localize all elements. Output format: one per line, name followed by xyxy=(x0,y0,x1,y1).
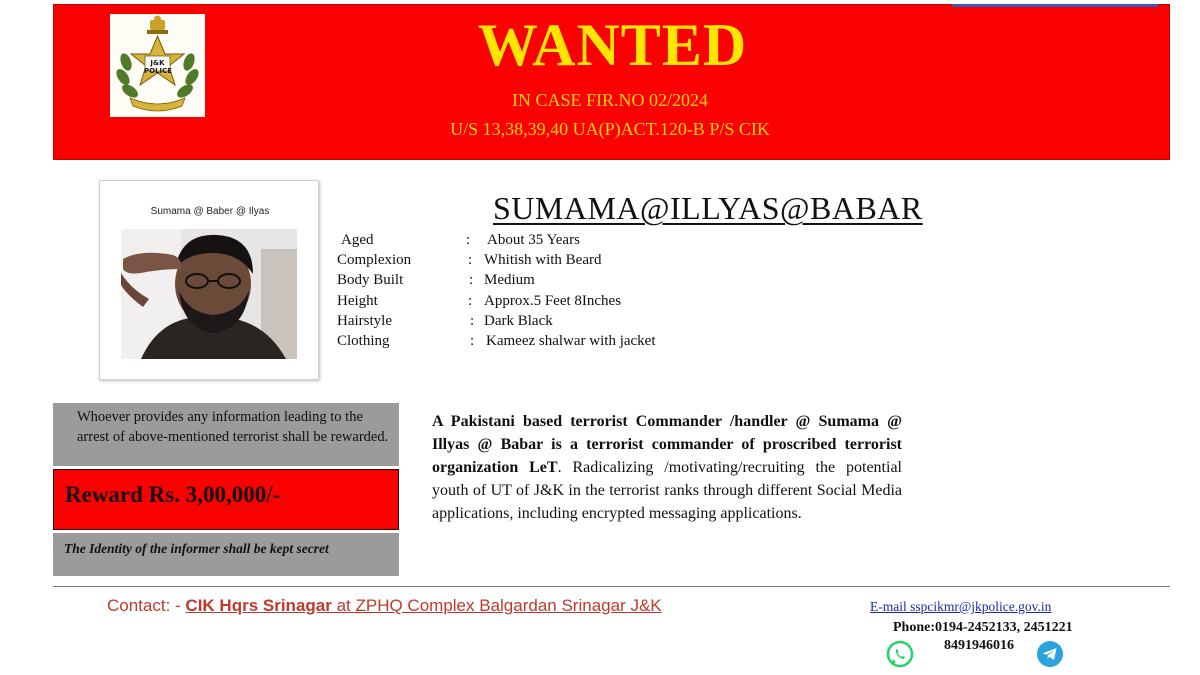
detail-value: Dark Black xyxy=(484,312,553,329)
detail-label: Body Built xyxy=(337,272,404,289)
contact-line xyxy=(107,596,662,616)
description-bold: A Pakistani based terrorist Commander /handler @ Sumama @ Illyas @ Babar is a terrorist commander of proscribed terrorist organization LeT xyxy=(432,413,902,476)
detail-separator: : xyxy=(468,292,473,309)
fir-number: IN CASE FIR.NO 02/2024 xyxy=(511,90,708,110)
email-link[interactable]: sspcikmr@jkpolice.gov.in xyxy=(910,599,1052,614)
detail-value: About 35 Years xyxy=(487,232,580,248)
detail-value: Approx.5 Feet 8Inches xyxy=(484,292,622,309)
detail-label: Aged xyxy=(341,232,374,248)
reward-info-text: Whoever provides any information leading to the arrest of above-mentioned terrorist shall be rewarded. xyxy=(53,403,399,466)
detail-label: Complexion xyxy=(337,252,412,269)
phone-numbers: Phone:0194-2452133, 2451221 xyxy=(893,620,1073,635)
contact-office: CIK Hqrs Srinagar xyxy=(185,596,332,615)
detail-value: Medium xyxy=(484,272,535,289)
detail-value: Whitish with Beard xyxy=(484,252,602,269)
detail-separator: : xyxy=(468,252,473,269)
detail-label: Clothing xyxy=(337,332,390,349)
whatsapp-icon xyxy=(886,640,914,668)
suspect-name: SUMAMA@ILLYAS@BABAR xyxy=(493,190,923,226)
informer-secrecy-note: The Identity of the informer shall be kept secret xyxy=(53,533,399,576)
wanted-title: WANTED xyxy=(477,12,748,78)
photo-caption: Sumama @ Baber @ Ilyas xyxy=(150,206,270,217)
banner-link-strip xyxy=(952,4,1158,7)
divider xyxy=(53,586,1170,587)
detail-value: Kameez shalwar with jacket xyxy=(486,332,656,349)
email-line xyxy=(870,599,1051,615)
description-rest: . Radicalizing /motivating/recruiting the potential youth of UT of J&K in the terrorist ranks through different Social Media applications, including encrypted messaging applications. xyxy=(432,459,902,522)
emblem-lettering: J&K POLICE xyxy=(144,59,173,75)
fir-sections: U/S 13,38,39,40 UA(P)ACT.120-B P/S CIK xyxy=(450,119,770,139)
detail-separator: : xyxy=(469,272,474,289)
detail-separator: : xyxy=(466,232,471,248)
detail-separator: : xyxy=(470,312,475,329)
mobile-number: 8491946016 xyxy=(944,638,1014,653)
telegram-icon xyxy=(1036,640,1064,668)
jk-police-emblem-icon xyxy=(110,14,205,117)
contact-label: Contact: - xyxy=(107,596,186,615)
email-label: E-mail xyxy=(870,599,911,614)
detail-label: Height xyxy=(337,292,378,309)
suspect-photo xyxy=(121,229,297,359)
detail-label: Hairstyle xyxy=(337,312,392,329)
reward-amount: Reward Rs. 3,00,000/- xyxy=(53,469,399,530)
contact-address: at ZPHQ Complex Balgardan Srinagar J&K xyxy=(331,596,662,615)
detail-separator: : xyxy=(470,332,475,349)
suspect-photo-card xyxy=(99,180,319,380)
suspect-description xyxy=(432,410,902,525)
